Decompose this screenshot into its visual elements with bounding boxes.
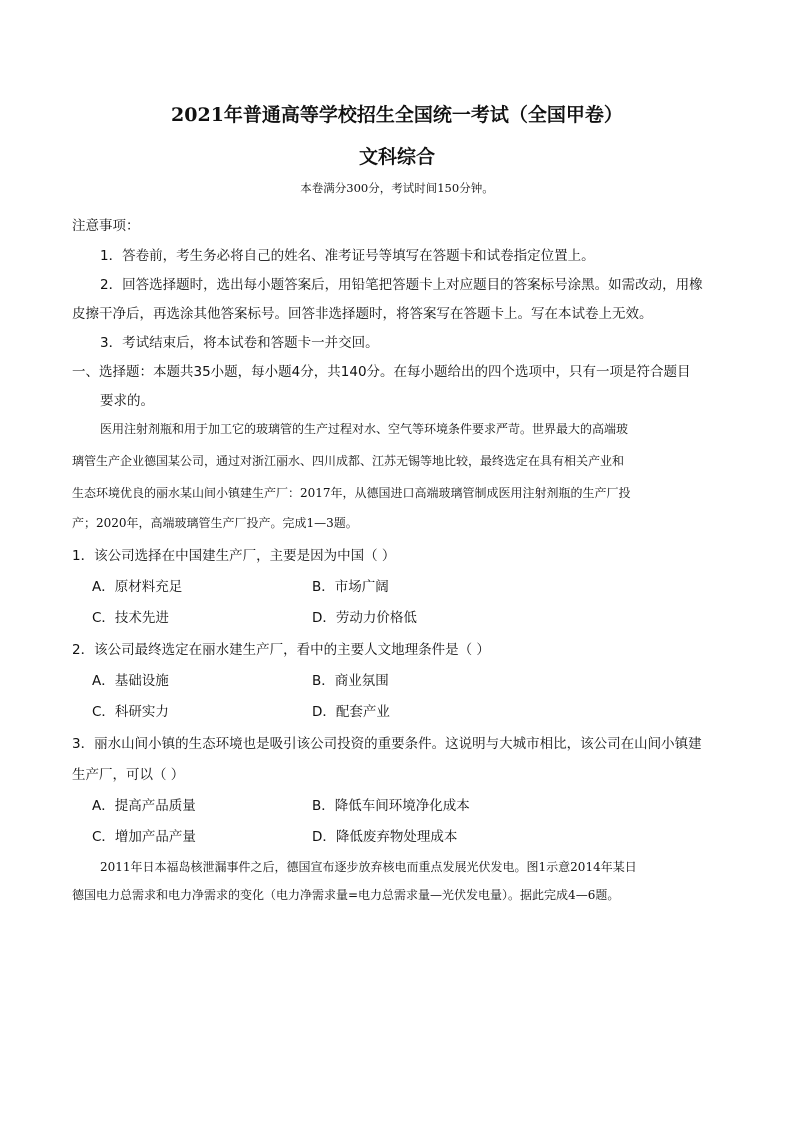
q3-option-c: C．增加产品产量 bbox=[92, 829, 196, 845]
q2-option-b: B．商业氛围 bbox=[312, 673, 389, 689]
subject-title: 文科综合 bbox=[358, 146, 435, 168]
q3-option-d: D．降低废弃物处理成本 bbox=[312, 829, 458, 845]
question-1-stem: 1．该公司选择在中国建生产厂，主要是因为中国（ ） bbox=[72, 548, 396, 564]
score-note: 本卷满分300分，考试时间150分钟。 bbox=[300, 181, 494, 195]
passage-line: 生态环境优良的丽水某山间小镇建生产厂：2017年，从德国进口高端玻璃管制成医用注射剂瓶的生产厂投 bbox=[72, 486, 631, 500]
q2-option-a: A．基础设施 bbox=[92, 673, 169, 689]
q1-option-a: A．原材料充足 bbox=[92, 579, 183, 595]
section-heading-cont: 要求的。 bbox=[100, 393, 154, 409]
passage-line: 医用注射剂瓶和用于加工它的玻璃管的生产过程对水、空气等环境条件要求严苛。世界最大的高端玻 bbox=[100, 422, 629, 436]
q2-option-d: D．配套产业 bbox=[312, 704, 390, 720]
q3-option-b: B．降低车间环境净化成本 bbox=[312, 798, 470, 814]
passage-line: 2011年日本福岛核泄漏事件之后，德国宣布逐步放弃核电而重点发展光伏发电。图1示意2014年某日 bbox=[100, 860, 637, 874]
question-2-stem: 2．该公司最终选定在丽水建生产厂，看中的主要人文地理条件是（ ） bbox=[72, 642, 490, 658]
passage-line: 德国电力总需求和电力净需求的变化（电力净需求量=电力总需求量—光伏发电量）。据此完成4—6题。 bbox=[72, 888, 620, 902]
note-item: 1．答卷前，考生务必将自己的姓名、准考证号等填写在答题卡和试卷指定位置上。 bbox=[100, 248, 595, 264]
q1-option-d: D．劳动力价格低 bbox=[312, 610, 417, 626]
q2-option-c: C．科研实力 bbox=[92, 704, 169, 720]
q3-option-a: A．提高产品质量 bbox=[92, 798, 196, 814]
q1-option-b: B．市场广阔 bbox=[312, 579, 389, 595]
note-item: 2．回答选择题时，选出每小题答案后，用铅笔把答题卡上对应题目的答案标号涂黑。如需改动，用橡 bbox=[100, 277, 703, 293]
passage-line: 璃管生产企业德国某公司，通过对浙江丽水、四川成都、江苏无锡等地比较，最终选定在具有相关产业和 bbox=[72, 454, 625, 468]
q1-option-c: C．技术先进 bbox=[92, 610, 169, 626]
note-item: 3．考试结束后，将本试卷和答题卡一并交回。 bbox=[100, 335, 379, 351]
question-3-stem: 3．丽水山间小镇的生态环境也是吸引该公司投资的重要条件。这说明与大城市相比，该公司在山间小镇建 bbox=[72, 736, 702, 752]
question-3-stem-cont: 生产厂，可以（ ） bbox=[72, 767, 185, 783]
note-item: 皮擦干净后，再选涂其他答案标号。回答非选择题时，将答案写在答题卡上。写在本试卷上无效。 bbox=[72, 306, 653, 322]
exam-title: 2021年普通高等学校招生全国统一考试（全国甲卷） bbox=[171, 104, 623, 126]
passage-line: 产；2020年，高端玻璃管生产厂投产。完成1—3题。 bbox=[72, 516, 358, 530]
section-heading: 一、选择题：本题共35小题，每小题4分，共140分。在每小题给出的四个选项中，只有一项是符合题目 bbox=[72, 364, 691, 380]
notes-heading: 注意事项： bbox=[72, 218, 140, 234]
